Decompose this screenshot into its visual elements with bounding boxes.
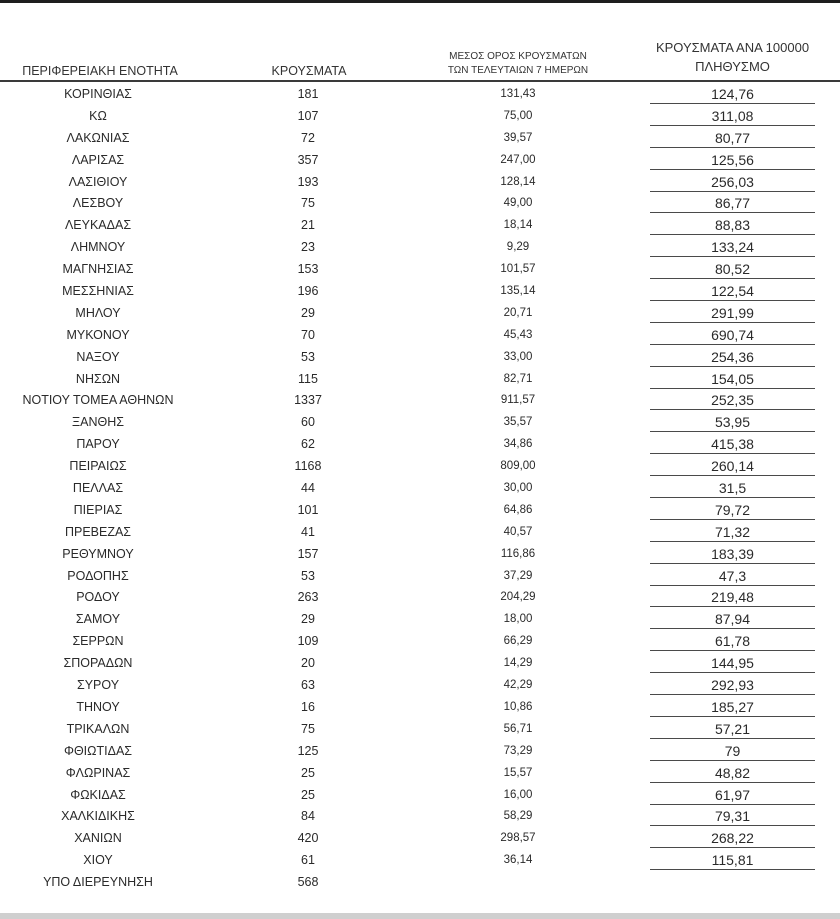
table-row bbox=[0, 784, 840, 806]
cell-7day-average: 64,86 bbox=[503, 503, 533, 516]
table-row bbox=[0, 762, 840, 784]
cell-cases-per-100000: 115,81 bbox=[711, 852, 754, 869]
cell-underline bbox=[650, 585, 815, 586]
cell-7day-average: 82,71 bbox=[503, 372, 533, 385]
table-row bbox=[0, 565, 840, 587]
column-header-cases-per-100000 bbox=[625, 38, 840, 76]
cell-7day-average: 298,57 bbox=[500, 832, 536, 845]
table-row bbox=[0, 630, 840, 652]
cell-region: ΠΕΛΛΑΣ bbox=[72, 481, 124, 496]
table-row bbox=[0, 718, 840, 740]
table-row bbox=[0, 696, 840, 718]
cell-underline bbox=[650, 234, 815, 235]
cell-region: ΜΑΓΝΗΣΙΑΣ bbox=[62, 262, 134, 277]
cell-cases: 153 bbox=[297, 262, 319, 277]
cell-underline bbox=[650, 256, 815, 257]
cell-region: ΣΥΡΟΥ bbox=[76, 678, 120, 693]
cell-cases: 21 bbox=[301, 218, 315, 233]
top-border bbox=[0, 0, 840, 3]
table-row bbox=[0, 433, 840, 455]
cell-region: ΣΑΜΟΥ bbox=[75, 612, 121, 627]
cell-7day-average: 73,29 bbox=[503, 744, 533, 757]
cell-region: ΛΕΣΒΟΥ bbox=[72, 196, 124, 211]
cell-cases: 20 bbox=[301, 656, 315, 671]
cell-7day-average: 809,00 bbox=[500, 460, 536, 473]
cell-region: ΜΕΣΣΗΝΙΑΣ bbox=[62, 284, 134, 299]
cell-7day-average: 56,71 bbox=[503, 722, 533, 735]
cell-region: ΡΟΔΟΠΗΣ bbox=[67, 568, 129, 583]
table-row bbox=[0, 608, 840, 630]
table-row bbox=[0, 871, 840, 893]
table-row bbox=[0, 127, 840, 149]
table-row bbox=[0, 368, 840, 390]
table-row bbox=[0, 805, 840, 827]
cell-7day-average: 16,00 bbox=[503, 788, 533, 801]
cell-underline bbox=[650, 497, 815, 498]
cell-cases: 61 bbox=[301, 853, 315, 868]
cell-cases-per-100000: 88,83 bbox=[714, 217, 751, 234]
cell-underline bbox=[650, 366, 815, 367]
table-row bbox=[0, 411, 840, 433]
table-row bbox=[0, 455, 840, 477]
column-header-7day-average bbox=[418, 50, 618, 78]
cell-underline bbox=[650, 388, 815, 389]
table-row bbox=[0, 280, 840, 302]
cell-cases-per-100000: 254,36 bbox=[711, 348, 754, 365]
cell-7day-average: 58,29 bbox=[503, 810, 533, 823]
cell-7day-average: 20,71 bbox=[503, 306, 533, 319]
table-row bbox=[0, 652, 840, 674]
column-header-cases-per-100000-line1: ΚΡΟΥΣΜΑΤΑ ΑΝΑ 100000 bbox=[655, 40, 810, 55]
cell-7day-average: 9,29 bbox=[506, 241, 530, 254]
cell-cases-per-100000: 48,82 bbox=[714, 764, 751, 781]
cell-underline bbox=[650, 738, 815, 739]
cell-region: ΞΑΝΘΗΣ bbox=[72, 415, 124, 430]
cell-cases-per-100000: 183,39 bbox=[711, 545, 754, 562]
cell-underline bbox=[650, 847, 815, 848]
cell-cases: 53 bbox=[301, 349, 315, 364]
cell-7day-average: 36,14 bbox=[503, 854, 533, 867]
cell-underline bbox=[650, 431, 815, 432]
cell-cases: 41 bbox=[301, 524, 315, 539]
table-row bbox=[0, 849, 840, 871]
cell-region: ΛΑΣΙΘΙΟΥ bbox=[68, 174, 128, 189]
cell-7day-average: 247,00 bbox=[500, 153, 536, 166]
cell-cases-per-100000: 133,24 bbox=[711, 239, 754, 256]
cell-region: ΦΛΩΡΙΝΑΣ bbox=[65, 765, 131, 780]
cell-7day-average: 14,29 bbox=[503, 657, 533, 670]
cell-underline bbox=[650, 409, 815, 410]
cell-underline bbox=[650, 869, 815, 870]
cell-region: ΦΩΚΙΔΑΣ bbox=[70, 787, 126, 802]
cell-cases-per-100000: 61,97 bbox=[714, 786, 751, 803]
cell-underline bbox=[650, 212, 815, 213]
cell-region: ΚΟΡΙΝΘΙΑΣ bbox=[64, 87, 132, 101]
cell-underline bbox=[650, 322, 815, 323]
cell-7day-average: 45,43 bbox=[503, 328, 533, 341]
cell-region: ΡΕΘΥΜΝΟΥ bbox=[62, 546, 134, 561]
cell-underline bbox=[650, 716, 815, 717]
cell-7day-average: 18,14 bbox=[503, 219, 533, 232]
table-row bbox=[0, 236, 840, 258]
cell-cases: 107 bbox=[297, 108, 319, 123]
cell-7day-average: 33,00 bbox=[503, 350, 533, 363]
cell-underline bbox=[650, 169, 815, 170]
cell-7day-average: 49,00 bbox=[503, 197, 533, 210]
cell-cases: 63 bbox=[301, 678, 315, 693]
cell-cases: 125 bbox=[297, 743, 319, 758]
cell-7day-average: 75,00 bbox=[503, 109, 533, 122]
cell-cases: 115 bbox=[298, 371, 318, 386]
cell-region: ΧΑΛΚΙΔΙΚΗΣ bbox=[61, 809, 135, 824]
cell-underline bbox=[650, 278, 815, 279]
cell-region: ΤΗΝΟΥ bbox=[76, 699, 120, 714]
cell-7day-average: 10,86 bbox=[503, 700, 533, 713]
cell-7day-average: 204,29 bbox=[500, 591, 536, 604]
cell-region: ΠΕΙΡΑΙΩΣ bbox=[69, 459, 127, 474]
cell-region: ΠΑΡΟΥ bbox=[76, 437, 120, 452]
cell-underline bbox=[650, 453, 815, 454]
cell-region: ΛΑΡΙΣΑΣ bbox=[71, 152, 125, 167]
cell-cases-per-100000: 80,77 bbox=[714, 129, 751, 146]
cell-7day-average: 40,57 bbox=[503, 525, 533, 538]
cell-underline bbox=[650, 344, 815, 345]
cell-7day-average: 35,57 bbox=[503, 416, 533, 429]
table-row bbox=[0, 674, 840, 696]
cell-cases-per-100000: 292,93 bbox=[711, 677, 754, 694]
cell-cases: 357 bbox=[297, 152, 319, 167]
cell-7day-average: 42,29 bbox=[503, 679, 533, 692]
cell-cases: 44 bbox=[301, 481, 315, 496]
bottom-border bbox=[0, 913, 840, 919]
cell-7day-average: 66,29 bbox=[503, 635, 533, 648]
cell-region: ΧΙΟΥ bbox=[83, 853, 113, 868]
cell-region: ΧΑΝΙΩΝ bbox=[74, 831, 122, 846]
cell-region: ΠΡΕΒΕΖΑΣ bbox=[64, 524, 132, 539]
cell-region: ΦΘΙΩΤΙΔΑΣ bbox=[63, 743, 133, 758]
cell-7day-average: 15,57 bbox=[503, 766, 533, 779]
cell-7day-average: 101,57 bbox=[500, 263, 536, 276]
cell-cases: 29 bbox=[301, 612, 315, 627]
cell-underline bbox=[650, 475, 815, 476]
cell-7day-average: 34,86 bbox=[503, 438, 533, 451]
cell-cases: 75 bbox=[301, 196, 315, 211]
cell-underline bbox=[650, 760, 815, 761]
cell-cases-per-100000: 124,76 bbox=[711, 86, 754, 102]
cell-underline bbox=[650, 804, 815, 805]
cell-region: ΛΕΥΚΑΔΑΣ bbox=[64, 218, 132, 233]
cell-underline bbox=[650, 103, 815, 104]
cell-cases: 157 bbox=[297, 546, 319, 561]
cell-underline bbox=[650, 125, 815, 126]
table-row bbox=[0, 499, 840, 521]
table-row bbox=[0, 192, 840, 214]
cell-underline bbox=[650, 694, 815, 695]
cell-cases-per-100000: 260,14 bbox=[711, 458, 754, 475]
cell-cases: 568 bbox=[297, 875, 319, 890]
cell-underline bbox=[650, 782, 815, 783]
column-header-region: ΠΕΡΙΦΕΡΕΙΑΚΗ ΕΝΟΤΗΤΑ bbox=[22, 64, 178, 78]
cell-cases: 72 bbox=[301, 130, 315, 145]
cell-cases-per-100000: 252,35 bbox=[711, 392, 754, 409]
cell-7day-average: 911,57 bbox=[500, 394, 536, 407]
cell-7day-average: 116,86 bbox=[500, 547, 536, 560]
cell-cases: 25 bbox=[301, 787, 315, 802]
cell-cases: 101 bbox=[297, 502, 319, 517]
cell-cases: 181 bbox=[297, 87, 319, 101]
header-divider bbox=[0, 80, 840, 82]
cell-cases-per-100000: 80,52 bbox=[714, 261, 751, 278]
cell-cases: 193 bbox=[297, 174, 319, 189]
table-header bbox=[0, 36, 840, 80]
cell-cases-per-100000: 57,21 bbox=[714, 720, 751, 737]
cell-cases-per-100000: 79,31 bbox=[714, 808, 751, 825]
cell-cases-per-100000: 86,77 bbox=[714, 195, 751, 212]
cell-cases-per-100000: 79,72 bbox=[714, 501, 751, 518]
cell-underline bbox=[650, 606, 815, 607]
cell-region: ΤΡΙΚΑΛΩΝ bbox=[66, 721, 130, 736]
cell-cases: 53 bbox=[301, 568, 315, 583]
table-row bbox=[0, 740, 840, 762]
table-body bbox=[0, 83, 840, 893]
cell-cases: 25 bbox=[301, 765, 315, 780]
cell-7day-average: 128,14 bbox=[500, 175, 536, 188]
cell-region: ΝΗΣΩΝ bbox=[75, 371, 121, 386]
cell-7day-average: 30,00 bbox=[503, 482, 533, 495]
cell-underline bbox=[650, 628, 815, 629]
cell-region: ΜΥΚΟΝΟΥ bbox=[66, 327, 130, 342]
cell-cases-per-100000: 219,48 bbox=[711, 589, 754, 606]
table-row bbox=[0, 105, 840, 127]
cell-underline bbox=[650, 519, 815, 520]
table-row bbox=[0, 258, 840, 280]
cell-cases-per-100000: 311,08 bbox=[711, 107, 754, 124]
cell-underline bbox=[650, 672, 815, 673]
table-row bbox=[0, 389, 840, 411]
cell-cases: 70 bbox=[301, 327, 315, 342]
cell-7day-average: 37,29 bbox=[503, 569, 533, 582]
cell-underline bbox=[650, 541, 815, 542]
table-row bbox=[0, 346, 840, 368]
cell-underline bbox=[650, 300, 815, 301]
cell-7day-average: 131,43 bbox=[500, 88, 536, 100]
cell-underline bbox=[650, 563, 815, 564]
cell-region: ΝΟΤΙΟΥ ΤΟΜΕΑ ΑΘΗΝΩΝ bbox=[22, 393, 174, 408]
cell-cases: 263 bbox=[297, 590, 319, 605]
cell-cases-per-100000: 291,99 bbox=[711, 304, 754, 321]
cell-cases-per-100000: 47,3 bbox=[718, 567, 747, 584]
cell-7day-average: 135,14 bbox=[500, 285, 536, 298]
cell-cases: 1168 bbox=[294, 459, 322, 474]
table-row bbox=[0, 171, 840, 193]
table-row bbox=[0, 149, 840, 171]
cell-7day-average: 18,00 bbox=[503, 613, 533, 626]
cell-cases-per-100000: 31,5 bbox=[718, 480, 747, 497]
cell-cases: 420 bbox=[297, 831, 319, 846]
cell-underline bbox=[650, 650, 815, 651]
cell-cases: 29 bbox=[301, 305, 315, 320]
cell-cases-per-100000: 185,27 bbox=[711, 698, 754, 715]
cell-cases-per-100000: 53,95 bbox=[714, 414, 751, 431]
cell-region: ΣΠΟΡΑΔΩΝ bbox=[63, 656, 133, 671]
cell-cases: 109 bbox=[297, 634, 319, 649]
cell-cases-per-100000: 415,38 bbox=[711, 436, 754, 453]
cell-cases: 60 bbox=[301, 415, 315, 430]
cell-cases: 23 bbox=[301, 240, 315, 255]
cell-underline bbox=[650, 825, 815, 826]
cell-region: ΡΟΔΟΥ bbox=[76, 590, 120, 605]
cell-cases: 84 bbox=[301, 809, 315, 824]
table-row bbox=[0, 477, 840, 499]
cell-region: ΣΕΡΡΩΝ bbox=[72, 634, 124, 649]
table-row bbox=[0, 521, 840, 543]
cell-cases: 62 bbox=[301, 437, 315, 452]
cell-cases: 196 bbox=[297, 284, 319, 299]
column-header-cases: ΚΡΟΥΣΜΑΤΑ bbox=[271, 64, 347, 78]
cell-region: ΛΑΚΩΝΙΑΣ bbox=[66, 130, 130, 145]
cell-region: ΜΗΛΟΥ bbox=[75, 305, 121, 320]
table-row bbox=[0, 543, 840, 565]
cell-cases-per-100000: 122,54 bbox=[711, 283, 754, 300]
cell-cases-per-100000: 154,05 bbox=[711, 370, 754, 387]
table-row bbox=[0, 302, 840, 324]
table-row bbox=[0, 83, 840, 105]
cell-region: ΝΑΞΟΥ bbox=[76, 349, 120, 364]
cell-7day-average: 39,57 bbox=[503, 131, 533, 144]
column-header-7day-average-line2: ΤΩΝ ΤΕΛΕΥΤΑΙΩΝ 7 ΗΜΕΡΩΝ bbox=[447, 65, 589, 76]
table-row bbox=[0, 324, 840, 346]
cell-cases-per-100000: 268,22 bbox=[711, 830, 754, 847]
table-row bbox=[0, 586, 840, 608]
cell-cases-per-100000: 79 bbox=[724, 742, 741, 759]
cell-cases-per-100000: 256,03 bbox=[711, 173, 754, 190]
cell-region: ΚΩ bbox=[89, 108, 107, 123]
cell-cases-per-100000: 125,56 bbox=[711, 151, 754, 168]
cell-underline bbox=[650, 191, 815, 192]
cell-region: ΥΠΟ ΔΙΕΡΕΥΝΗΣΗ bbox=[43, 875, 153, 890]
cell-underline bbox=[650, 147, 815, 148]
cell-region: ΠΙΕΡΙΑΣ bbox=[73, 502, 123, 517]
cell-cases: 75 bbox=[301, 721, 315, 736]
column-header-7day-average-line1: ΜΕΣΟΣ ΟΡΟΣ ΚΡΟΥΣΜΑΤΩΝ bbox=[449, 51, 587, 62]
table-row bbox=[0, 827, 840, 849]
cell-cases-per-100000: 61,78 bbox=[714, 633, 751, 650]
table-row bbox=[0, 214, 840, 236]
cell-cases-per-100000: 87,94 bbox=[714, 611, 751, 628]
cell-cases-per-100000: 690,74 bbox=[711, 326, 754, 343]
cell-region: ΛΗΜΝΟΥ bbox=[70, 240, 126, 255]
cell-cases-per-100000: 71,32 bbox=[714, 523, 751, 540]
cell-cases: 1337 bbox=[294, 393, 322, 408]
cell-cases-per-100000: 144,95 bbox=[711, 655, 754, 672]
column-header-cases-per-100000-line2: ΠΛΗΘΥΣΜΟ bbox=[695, 59, 770, 74]
cell-cases: 16 bbox=[301, 699, 315, 714]
